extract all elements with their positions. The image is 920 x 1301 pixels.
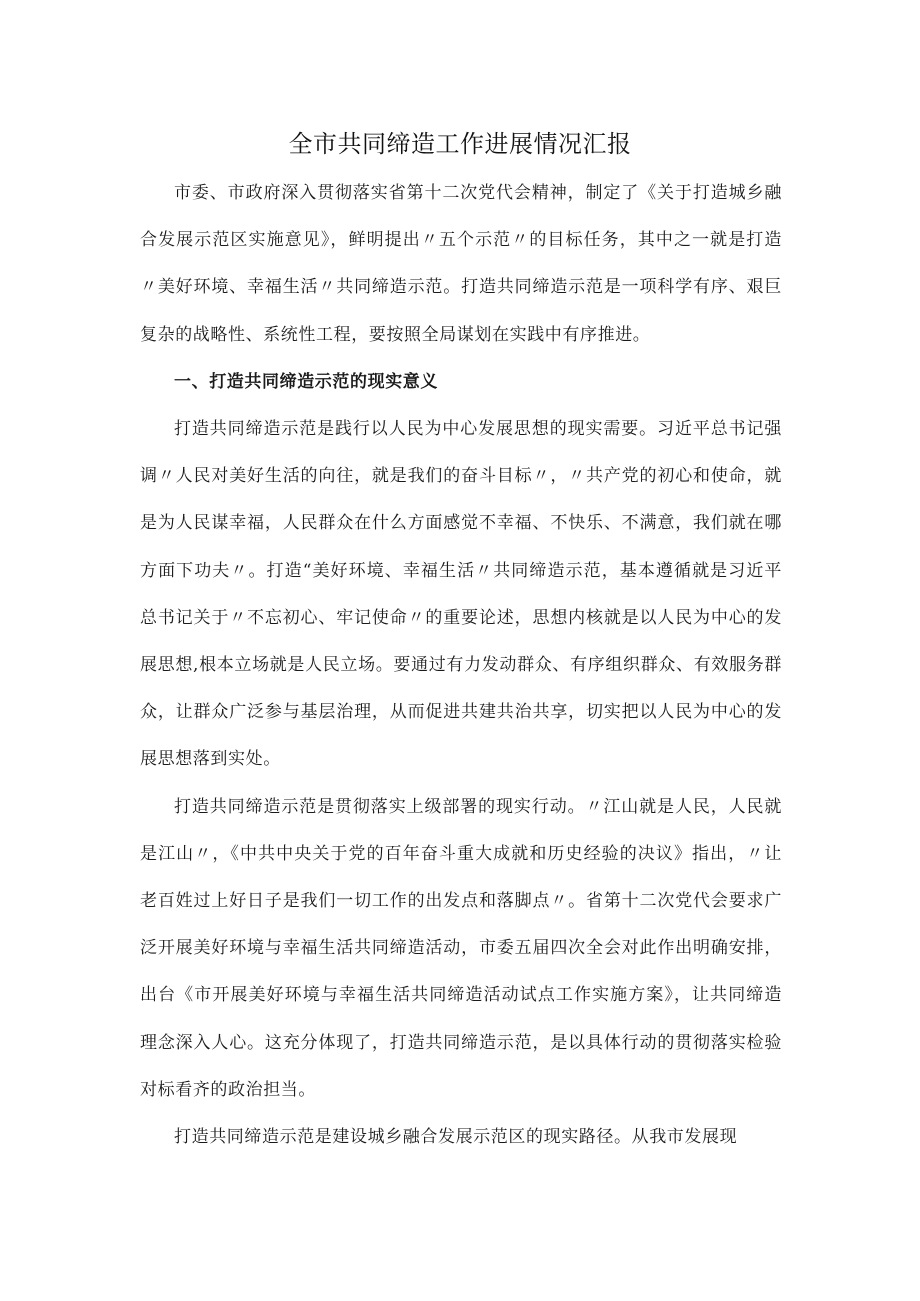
document-title: 全市共同缔造工作进展情况汇报 (288, 130, 632, 158)
intro-paragraph: 市委、市政府深入贯彻落实省第十二次党代会精神，制定了《关于打造城乡融合发展示范区实施意见》，鲜明提出〃五个示范〃的目标任务，其中之一就是打造〃美好环境、幸福生活〃共同缔造示范。打造共同缔造示范是一项科学有序、艰巨复杂的战略性、系统性工程，要按照全局谋划在实践中有序推进。 (140, 183, 782, 345)
document-body (140, 170, 782, 1161)
body-paragraph-3: 打造共同缔造示范是建设城乡融合发展示范区的现实路径。从我市发展现 (174, 1127, 738, 1148)
body-paragraph-1: 打造共同缔造示范是践行以人民为中心发展思想的现实需要。习近平总书记强调〃人民对美好生活的向往，就是我们的奋斗目标〃，〃共产党的初心和使命，就是为人民谋幸福，人民群众在什么方面感觉不幸福、不快乐、不满意，我们就在哪方面下功夫〃。打造“美好环境、幸福生活〃共同缔造示范，基本遵循就是习近平总书记关于〃不忘初心、牢记使命〃的重要论述，思想内核就是以人民为中心的发展思想,根本立场就是人民立场。要通过有力发动群众、有序组织群众、有效服务群众，让群众广泛参与基层治理，从而促进共建共治共享，切实把以人民为中心的发展思想落到实处。 (140, 419, 782, 770)
section-heading: 一、打造共同缔造示范的现实意义 (174, 371, 438, 392)
body-paragraph-2: 打造共同缔造示范是贯彻落实上级部署的现实行动。〃江山就是人民，人民就是江山〃，《中共中央关于党的百年奋斗重大成就和历史经验的决议》指出，〃让老百姓过上好日子是我们一切工作的出发点和落脚点〃。省第十二次党代会要求广泛开展美好环境与幸福生活共同缔造活动，市委五届四次全会对此作出明确安排，出台《市开展美好环境与幸福生活共同缔造活动试点工作实施方案》，让共同缔造理念深入人心。这充分体现了，打造共同缔造示范，是以具体行动的贯彻落实检验对标看齐的政治担当。 (140, 796, 782, 1100)
